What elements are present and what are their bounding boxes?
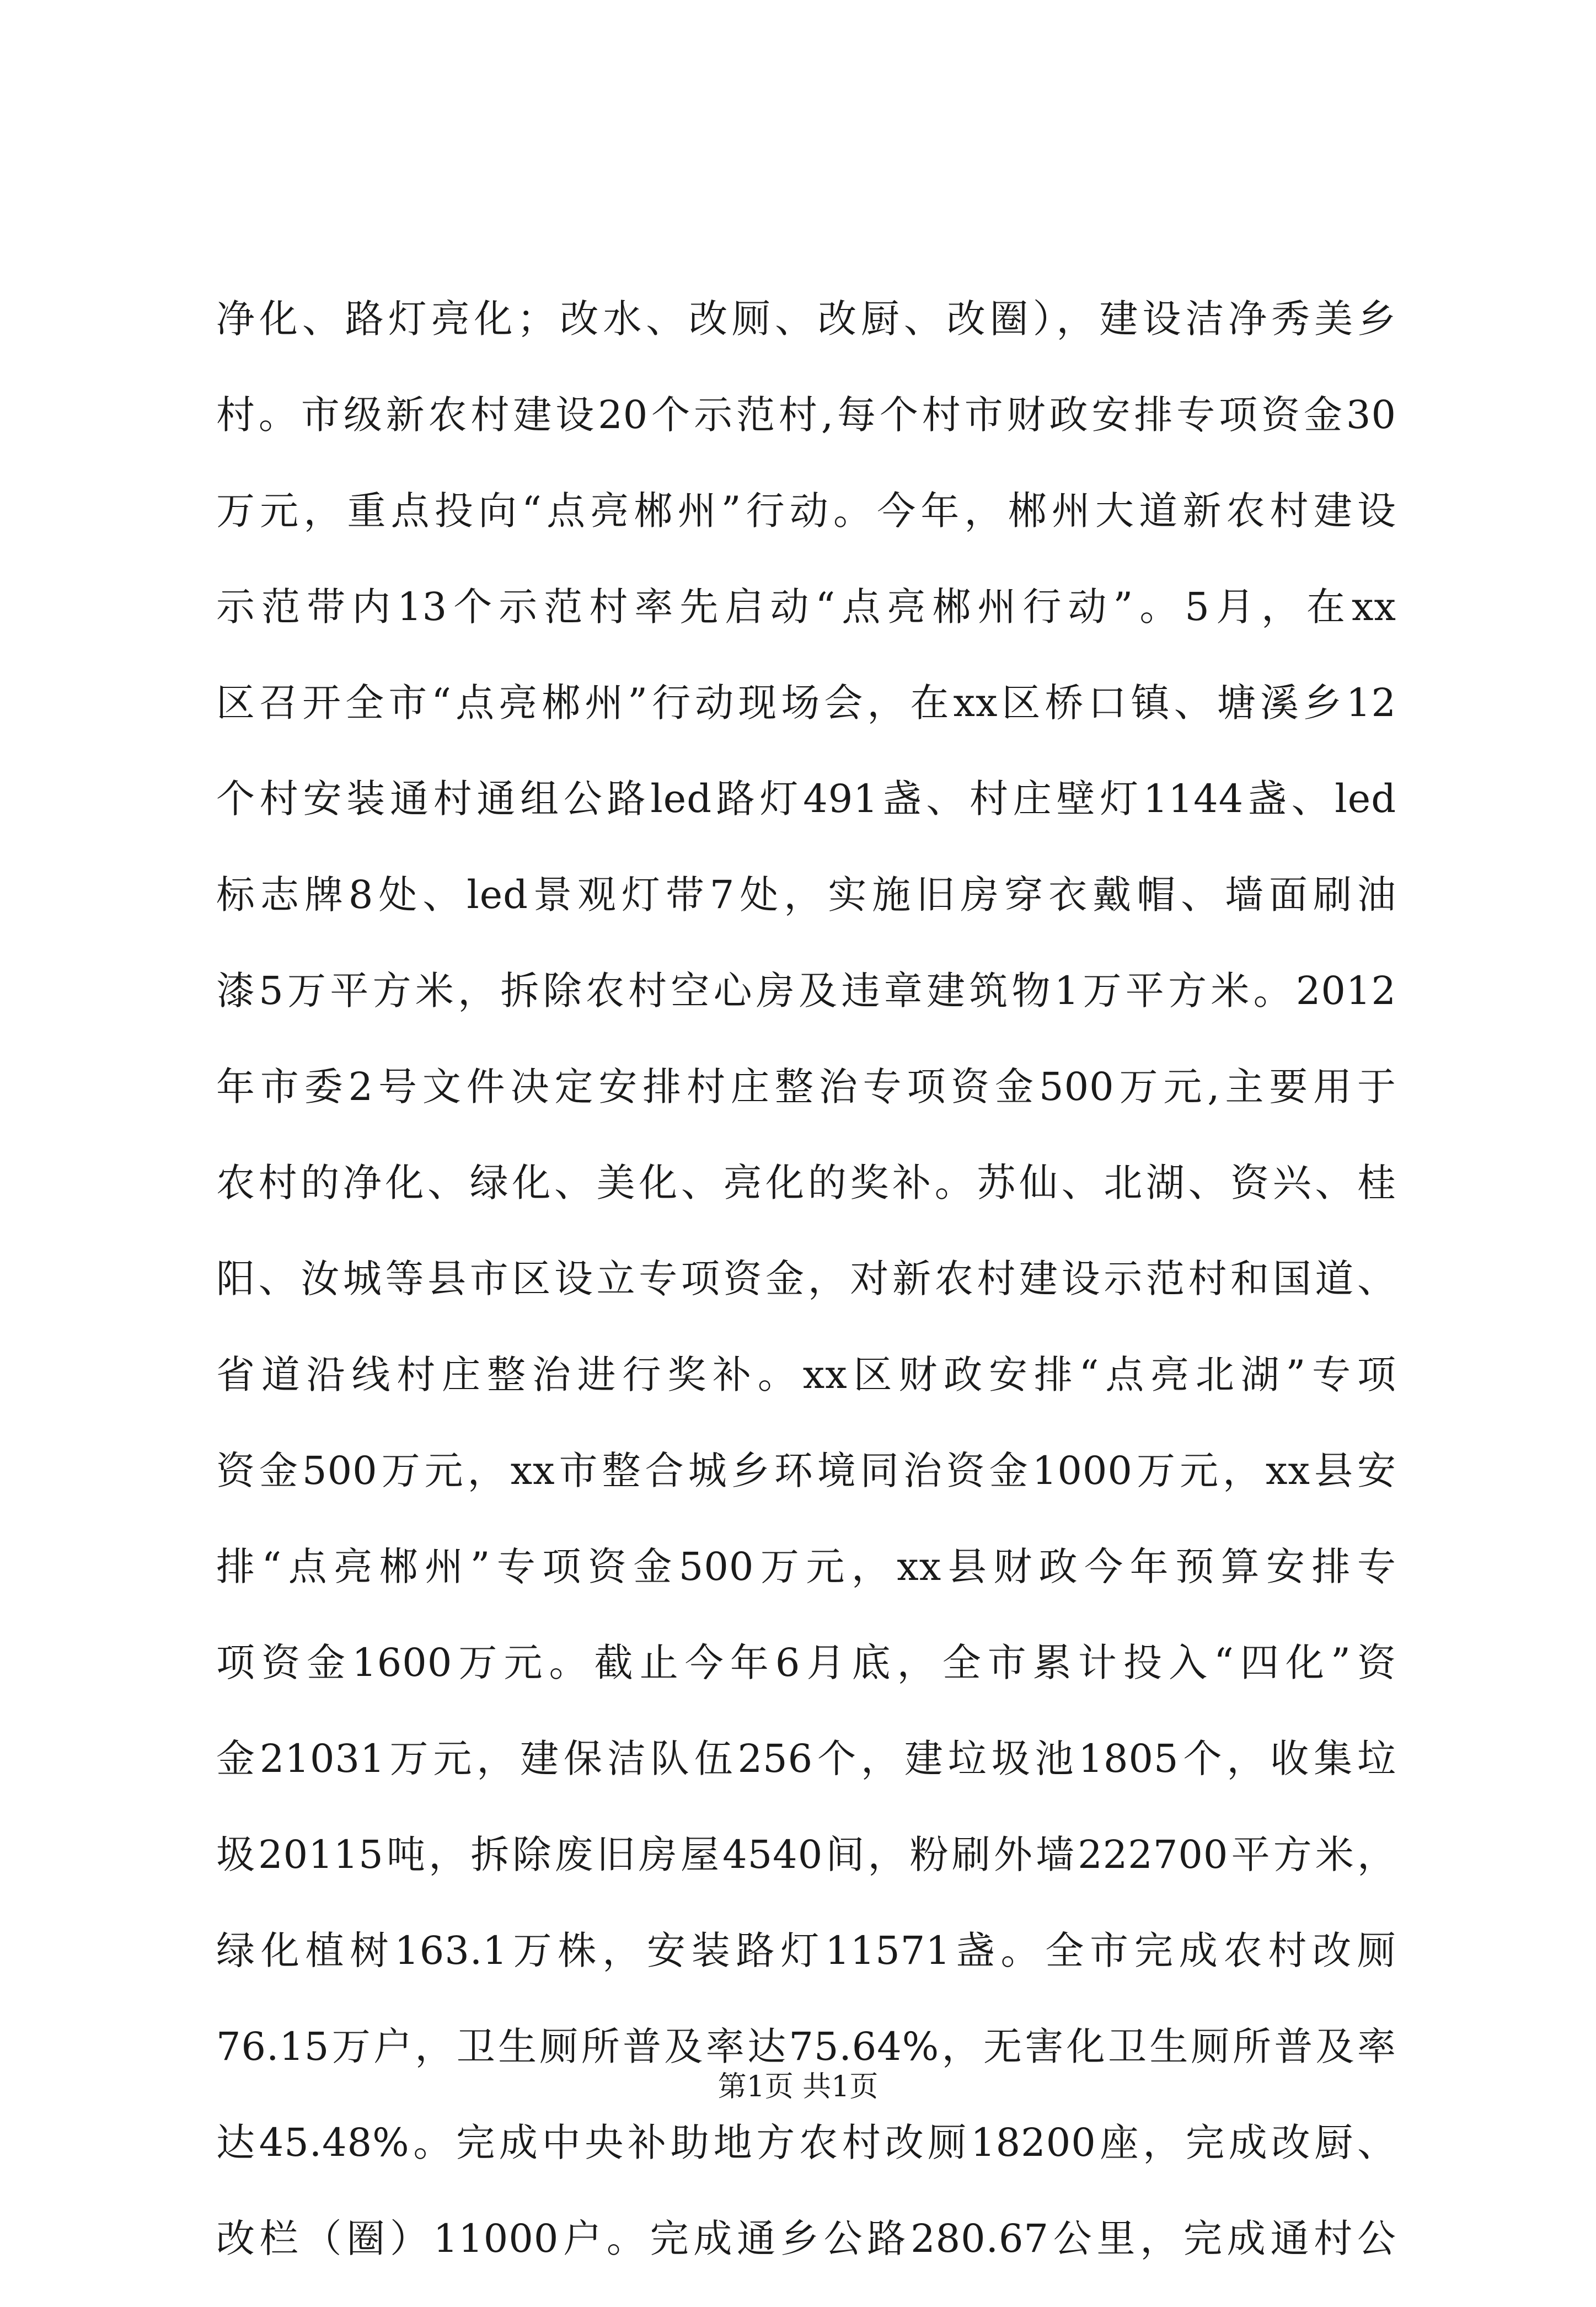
text-line: 年市委2号文件决定安排村庄整治专项资金500万元,主要用于 — [216, 1064, 1396, 1109]
page-number-footer: 第1页 共1页 — [717, 2070, 879, 2103]
text-line: 排“点亮郴州”专项资金500万元，xx县财政今年预算安排专 — [216, 1544, 1396, 1589]
text-line: 改栏（圈）11000户。完成通乡公路280.67公里，完成通村公 — [216, 2216, 1396, 2261]
text-line: 村。市级新农村建设20个示范村,每个村市财政安排专项资金30 — [216, 392, 1396, 437]
text-line: 阳、汝城等县市区设立专项资金，对新农村建设示范村和国道、 — [216, 1256, 1396, 1301]
text-line: 达45.48%。完成中央补助地方农村改厕18200座，完成改厨、 — [216, 2120, 1396, 2165]
text-line: 圾20115吨，拆除废旧房屋4540间，粉刷外墙222700平方米， — [216, 1832, 1396, 1877]
text-line: 项资金1600万元。截止今年6月底，全市累计投入“四化”资 — [216, 1640, 1396, 1685]
text-line: 个村安装通村通组公路led路灯491盏、村庄壁灯1144盏、led — [216, 776, 1396, 821]
text-line: 净化、路灯亮化；改水、改厕、改厨、改圈），建设洁净秀美乡 — [216, 296, 1396, 341]
text-line: 76.15万户，卫生厕所普及率达75.64%，无害化卫生厕所普及率 — [216, 2024, 1396, 2069]
text-line: 万元，重点投向“点亮郴州”行动。今年，郴州大道新农村建设 — [216, 488, 1396, 533]
text-line: 绿化植树163.1万株，安装路灯11571盏。全市完成农村改厕 — [216, 1928, 1396, 1973]
text-line: 漆5万平方米，拆除农村空心房及违章建筑物1万平方米。2012 — [216, 968, 1396, 1013]
text-line: 区召开全市“点亮郴州”行动现场会，在xx区桥口镇、塘溪乡12 — [216, 680, 1396, 725]
text-line: 省道沿线村庄整治进行奖补。xx区财政安排“点亮北湖”专项 — [216, 1352, 1396, 1397]
text-line: 金21031万元，建保洁队伍256个，建垃圾池1805个，收集垃 — [216, 1736, 1396, 1781]
text-line: 示范带内13个示范村率先启动“点亮郴州行动”。5月，在xx — [216, 584, 1396, 629]
text-line: 标志牌8处、led景观灯带7处，实施旧房穿衣戴帽、墙面刷油 — [216, 872, 1396, 917]
text-line: 资金500万元，xx市整合城乡环境同治资金1000万元，xx县安 — [216, 1448, 1396, 1493]
body-text — [216, 291, 1396, 2307]
text-line: 农村的净化、绿化、美化、亮化的奖补。苏仙、北湖、资兴、桂 — [216, 1160, 1396, 1205]
